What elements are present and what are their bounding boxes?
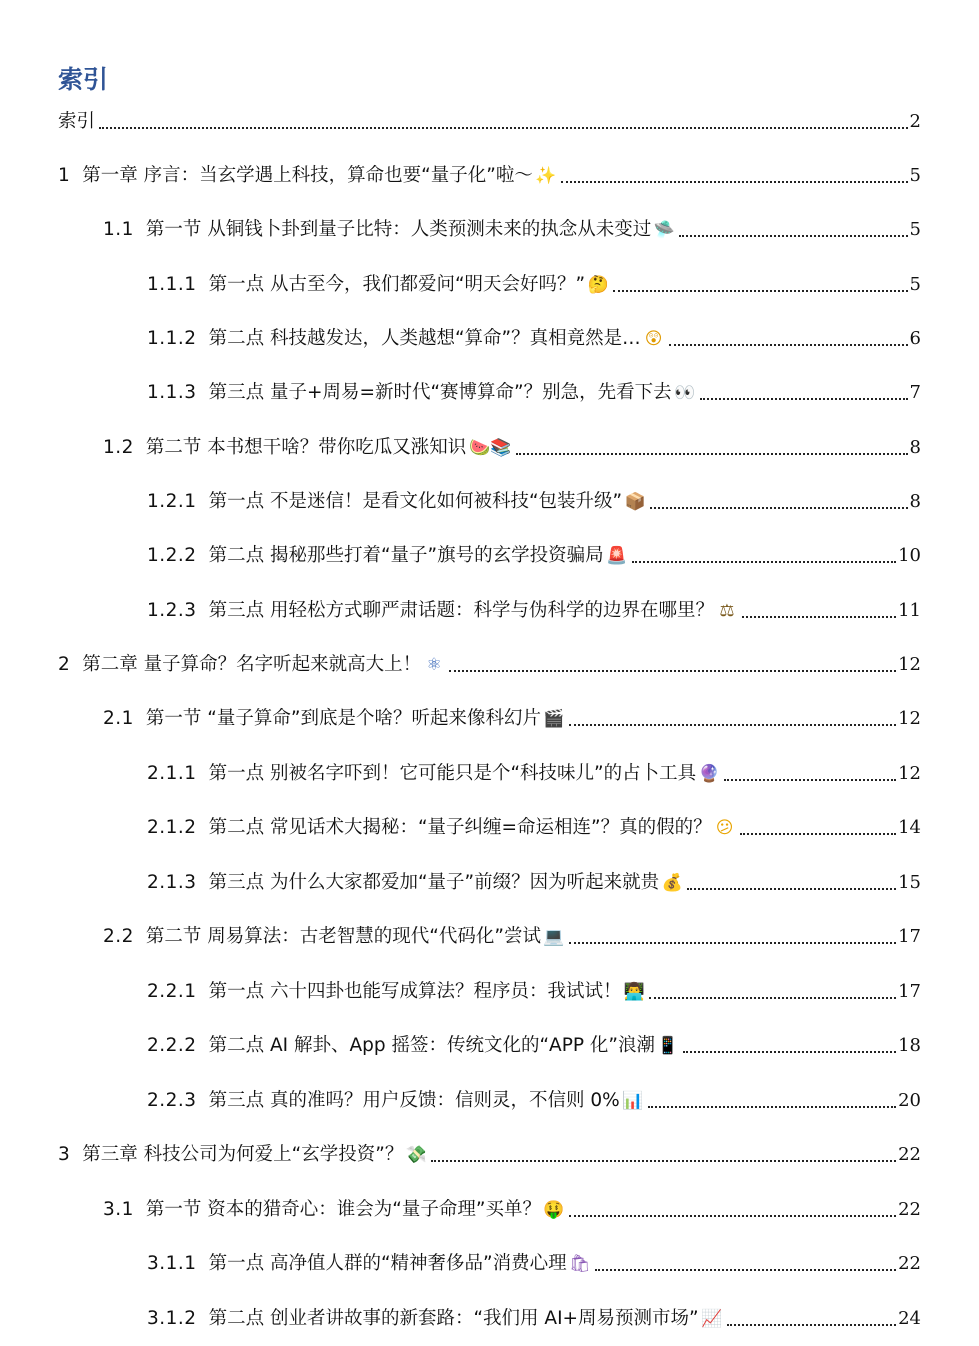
toc-entry-title: 第二点 科技越发达，人类越想“算命”？真相竟然是… xyxy=(208,328,641,349)
toc-entry-page: 14 xyxy=(898,817,921,838)
toc-entry-number: 3.1.2 xyxy=(147,1308,197,1329)
toc-entry-title: 第一点 六十四卦也能写成算法？程序员：我试试！ xyxy=(208,981,622,1002)
toc-entry-title: 第一章 序言：当玄学遇上科技，算命也要“量子化”啦～ xyxy=(82,165,533,186)
dot-leader xyxy=(569,724,896,726)
dot-leader xyxy=(649,997,896,999)
toc-entry-point-1-2-1[interactable] xyxy=(147,488,921,516)
toc-entry-title: 第三章 科技公司为何爱上“玄学投资”？ xyxy=(82,1144,404,1165)
toc-entry-title: 索引 xyxy=(58,111,96,132)
toc-entry-page: 5 xyxy=(909,219,921,240)
toc-entry-chapter-1[interactable] xyxy=(58,162,921,190)
toc-entry-title: 第一点 别被名字吓到！它可能只是个“科技味儿”的占卜工具 xyxy=(208,763,697,784)
toc-entry-page: 2 xyxy=(909,111,921,132)
shopping-bags-icon: 🛍 xyxy=(568,1254,591,1274)
dot-leader xyxy=(648,1106,896,1108)
toc-entry-number: 2.2.1 xyxy=(147,981,197,1002)
toc-entry-section-2-1[interactable] xyxy=(103,705,921,733)
toc-entry-point-1-1-3[interactable] xyxy=(147,379,921,407)
sparkles-icon: ✨ xyxy=(535,166,557,186)
dot-leader xyxy=(687,888,896,890)
dot-leader xyxy=(650,507,907,509)
toc-entry-page: 22 xyxy=(898,1144,921,1165)
toc-entry-section-3-1[interactable] xyxy=(103,1196,921,1224)
toc-entry-title: 第一节 资本的猎奇心：谁会为“量子命理”买单？ xyxy=(145,1199,541,1220)
toc-entry-page: 8 xyxy=(909,491,921,512)
toc-entry-point-2-1-3[interactable] xyxy=(147,869,921,897)
toc-entry-number: 2.2.2 xyxy=(147,1035,197,1056)
toc-entry-title: 第二点 AI 解卦、App 摇签：传统文化的“APP 化”浪潮 xyxy=(208,1035,655,1056)
toc-entry-title: 第一点 高净值人群的“精神奢侈品”消费心理 xyxy=(208,1253,567,1274)
toc-entry-page: 12 xyxy=(898,654,921,675)
toc-entry-page: 12 xyxy=(898,708,921,729)
dot-leader xyxy=(569,942,896,944)
toc-entry-page: 20 xyxy=(898,1090,921,1111)
toc-entry-page: 15 xyxy=(898,872,921,893)
toc-entry-number: 1.1.1 xyxy=(147,274,197,295)
shocked-face-icon: 😲 xyxy=(644,329,663,349)
toc-entry-point-3-1-1[interactable] xyxy=(147,1250,921,1278)
toc-entry-number: 2.1 xyxy=(103,708,134,729)
toc-entry-title: 第二章 量子算命？名字听起来就高大上！ xyxy=(82,654,422,675)
dot-leader xyxy=(742,616,896,618)
mobile-phone-icon: 📱 xyxy=(657,1036,679,1056)
toc-entry-point-2-2-2[interactable] xyxy=(147,1032,921,1060)
toc-entry-number: 2.1.2 xyxy=(147,817,197,838)
toc-entry-page: 22 xyxy=(898,1199,921,1220)
toc-entry-page: 8 xyxy=(909,437,921,458)
dot-leader xyxy=(431,1160,896,1162)
toc-entry-number: 2.1.3 xyxy=(147,872,197,893)
dot-leader xyxy=(613,290,907,292)
toc-entry-page: 22 xyxy=(898,1253,921,1274)
watermelon-books-icon: 🍉📚 xyxy=(469,438,512,458)
dot-leader xyxy=(727,1324,896,1326)
toc-entry-number: 1.1.2 xyxy=(147,328,197,349)
toc-entry-title: 第一节 从铜钱卜卦到量子比特：人类预测未来的执念从未变过 xyxy=(145,219,652,240)
toc-entry-page: 11 xyxy=(898,600,921,621)
money-mouth-face-icon: 🤑 xyxy=(543,1200,565,1220)
dot-leader xyxy=(561,181,908,183)
toc-entry-chapter-3[interactable] xyxy=(58,1141,921,1169)
toc-entry-title: 第一点 从古至今，我们都爱问“明天会好吗？” xyxy=(208,274,586,295)
toc-entry-page: 24 xyxy=(898,1308,921,1329)
toc-entry-point-1-1-2[interactable] xyxy=(147,325,921,353)
package-icon: 📦 xyxy=(624,492,646,512)
toc-entry-title: 第一节 “量子算命”到底是个啥？听起来像科幻片 xyxy=(145,708,541,729)
toc-entry-number: 1 xyxy=(58,165,71,186)
dot-leader xyxy=(516,453,907,455)
toc-entry-page: 17 xyxy=(898,926,921,947)
siren-icon: 🚨 xyxy=(606,546,628,566)
toc-entry-section-2-2[interactable] xyxy=(103,923,921,951)
dot-leader xyxy=(99,127,908,129)
toc-heading: 索引 xyxy=(58,65,109,94)
clapper-board-icon: 🎬 xyxy=(543,709,565,729)
toc-entry-point-2-2-1[interactable] xyxy=(147,978,921,1006)
technologist-icon: 👨‍💻 xyxy=(623,982,646,1002)
toc-entry-number: 3.1 xyxy=(103,1199,134,1220)
toc-entry-page: 17 xyxy=(898,981,921,1002)
toc-entry-number: 3.1.1 xyxy=(147,1253,197,1274)
toc-entry-point-2-2-3[interactable] xyxy=(147,1087,921,1115)
toc-entry-number: 1.2.1 xyxy=(147,491,197,512)
toc-entry-point-1-2-3[interactable] xyxy=(147,597,921,625)
toc-entry-page: 5 xyxy=(909,274,921,295)
toc-entry-title: 第二节 本书想干啥？带你吃瓜又涨知识 xyxy=(145,437,467,458)
dot-leader xyxy=(679,235,907,237)
toc-entry-page: 6 xyxy=(909,328,921,349)
chart-increasing-icon: 📈 xyxy=(701,1309,723,1329)
toc-entry-page: 12 xyxy=(898,763,921,784)
eyes-icon: 👀 xyxy=(674,383,696,403)
toc-entry-chapter-2[interactable] xyxy=(58,651,921,679)
toc-entry-number: 1.1.3 xyxy=(147,382,197,403)
atom-icon: ⚛ xyxy=(426,655,442,675)
dot-leader xyxy=(740,833,896,835)
money-with-wings-icon: 💸 xyxy=(405,1145,427,1165)
toc-entry-title: 第二点 创业者讲故事的新套路：“我们用 AI+周易预测市场” xyxy=(208,1308,699,1329)
dot-leader xyxy=(449,670,896,672)
laptop-icon: 💻 xyxy=(543,927,565,947)
money-bag-icon: 💰 xyxy=(661,873,683,893)
dot-leader xyxy=(683,1051,896,1053)
dot-leader xyxy=(595,1269,896,1271)
toc-entry-number: 2 xyxy=(58,654,71,675)
bar-chart-icon: 📊 xyxy=(622,1091,644,1111)
toc-entry-number: 2.2.3 xyxy=(147,1090,197,1111)
toc-entry-title: 第三点 量子+周易=新时代“赛博算命”？别急，先看下去 xyxy=(208,382,672,403)
toc-entry-title: 第二点 揭秘那些打着“量子”旗号的玄学投资骗局 xyxy=(208,545,604,566)
dot-leader xyxy=(632,561,896,563)
toc-entry-point-1-2-2[interactable] xyxy=(147,542,921,570)
toc-entry-point-2-1-1[interactable] xyxy=(147,760,921,788)
dot-leader xyxy=(700,398,908,400)
scales-icon: ⚖ xyxy=(719,601,735,621)
toc-entry-title: 第二点 常见话术大揭秘：“量子纠缠=命运相连”？真的假的？ xyxy=(208,817,712,838)
toc-entry-title: 第二节 周易算法：古老智慧的现代“代码化”尝试 xyxy=(145,926,541,947)
toc-entry-point-2-1-2[interactable] xyxy=(147,814,921,842)
dot-leader xyxy=(569,1215,896,1217)
confused-face-icon: 😕 xyxy=(715,818,734,838)
toc-entry-number: 1.1 xyxy=(103,219,134,240)
toc-entry-number: 1.2.3 xyxy=(147,600,197,621)
toc-entry-page: 18 xyxy=(898,1035,921,1056)
toc-entry-page: 10 xyxy=(898,545,921,566)
toc-entry-title: 第一点 不是迷信！是看文化如何被科技“包装升级” xyxy=(208,491,623,512)
toc-entry-title: 第三点 真的准吗？用户反馈：信则灵，不信则 0% xyxy=(208,1090,620,1111)
toc-entry-number: 2.2 xyxy=(103,926,134,947)
toc-entry-title: 第三点 用轻松方式聊严肃话题：科学与伪科学的边界在哪里？ xyxy=(208,600,714,621)
toc-entry-index[interactable] xyxy=(58,108,921,136)
toc-entry-section-1-1[interactable] xyxy=(103,216,921,244)
dot-leader xyxy=(669,344,908,346)
dot-leader xyxy=(724,779,896,781)
toc-entry-page: 7 xyxy=(909,382,921,403)
toc-entry-number: 1.2 xyxy=(103,437,134,458)
ufo-icon: 🛸 xyxy=(653,220,675,240)
thinking-face-icon: 🤔 xyxy=(587,275,609,295)
toc-entry-page: 5 xyxy=(909,165,921,186)
toc-entry-number: 1.2.2 xyxy=(147,545,197,566)
toc-entry-point-1-1-1[interactable] xyxy=(147,271,921,299)
toc-entry-number: 3 xyxy=(58,1144,71,1165)
toc-entry-number: 2.1.1 xyxy=(147,763,197,784)
toc-entry-section-1-2[interactable] xyxy=(103,434,921,462)
crystal-ball-icon: 🔮 xyxy=(698,764,720,784)
toc-entry-title: 第三点 为什么大家都爱加“量子”前缀？因为听起来就贵 xyxy=(208,872,660,893)
toc-entry-point-3-1-2[interactable] xyxy=(147,1305,921,1333)
